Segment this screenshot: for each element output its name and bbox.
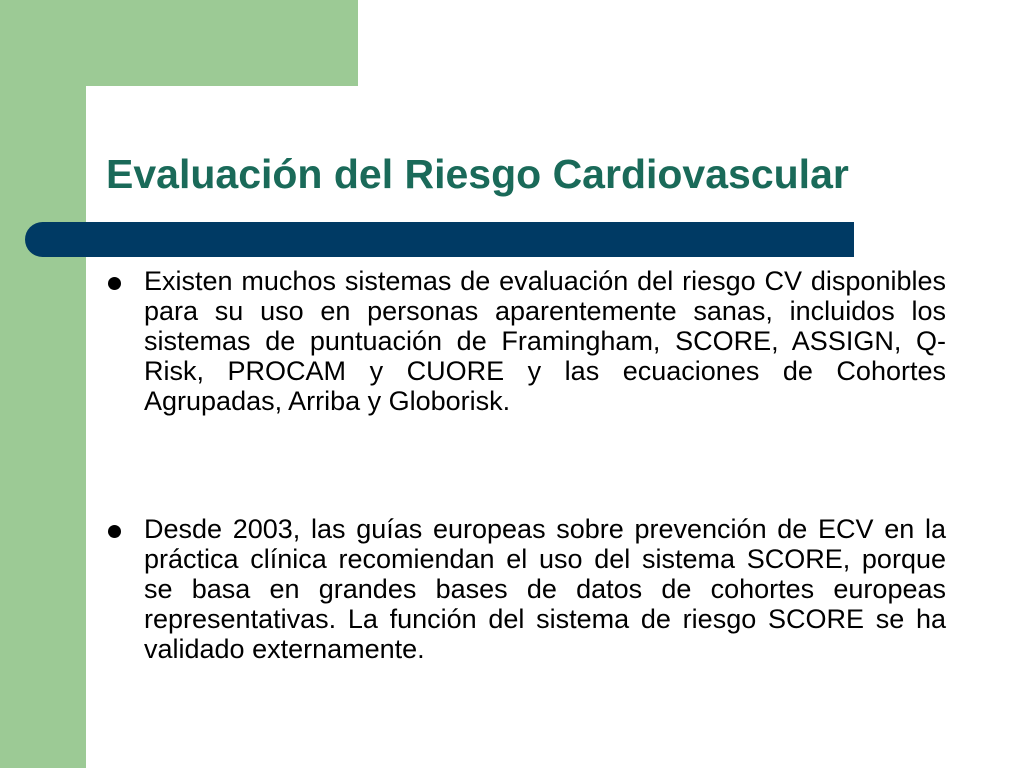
bullet-list: [108, 266, 946, 664]
bullet-item: [108, 266, 946, 416]
title-underline-bar: [25, 222, 854, 257]
bullet-text: Existen muchos sistemas de evaluación del riesgo CV disponibles para su uso en personas aparentemente sanas, incluidos los sistemas de puntuación de Framingham, SCORE, ASSIGN, Q-Risk, PROCAM y CUORE y las ecuaciones de Cohortes Agrupadas, Arriba y Globorisk.: [144, 266, 946, 416]
bullet-text: Desde 2003, las guías europeas sobre prevención de ECV en la práctica clínica recomiendan el uso del sistema SCORE, porque se basa en grandes bases de datos de cohortes europeas representativas. La función del sistema de riesgo SCORE se ha validado externamente.: [144, 514, 946, 664]
decorative-green-sidebar: [0, 0, 86, 768]
bullet-dot-icon: [108, 277, 121, 290]
bullet-item: [108, 514, 946, 664]
bullet-dot-icon: [108, 525, 121, 538]
decorative-green-top-band: [0, 0, 358, 86]
slide-title: Evaluación del Riesgo Cardiovascular: [106, 151, 849, 197]
